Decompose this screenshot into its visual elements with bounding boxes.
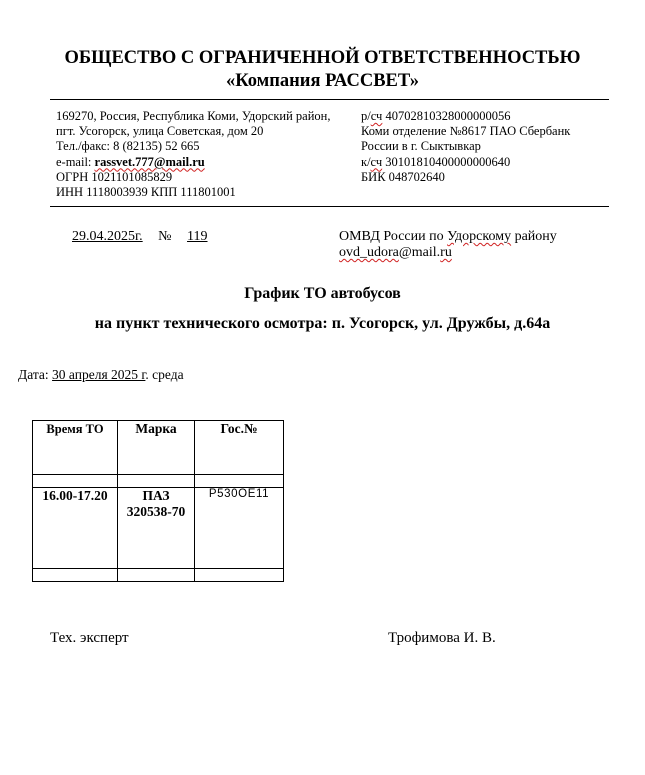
schedule-date-line — [18, 367, 184, 383]
recipient-district: Удорскому — [447, 229, 512, 244]
recipient-email-user: ovd_udora — [339, 245, 399, 260]
top-divider — [50, 99, 609, 100]
email-link[interactable]: rassvet.777@mail.ru — [94, 154, 205, 169]
org-name-line2: «Компания РАССВЕТ» — [226, 71, 419, 91]
cell-model-line2: 320538-70 — [126, 504, 186, 519]
empty-cell — [33, 569, 118, 582]
bank-branch-line: Коми отделение №8617 ПАО Сбербанк — [361, 124, 571, 139]
table-row — [33, 488, 284, 569]
signature-name: Трофимова И. В. — [388, 630, 496, 646]
cell-model — [118, 488, 195, 569]
cell-time: 16.00-17.20 — [33, 488, 118, 569]
empty-cell — [195, 569, 284, 582]
requisites-right — [361, 109, 570, 185]
requisites-left — [56, 109, 330, 200]
recipient-block — [339, 229, 557, 261]
ogrn-line: ОГРН 1021101085829 — [56, 169, 173, 184]
document-heading-line1: График ТО автобусов — [244, 285, 401, 302]
cell-model-line1: ПАЗ — [142, 488, 170, 503]
cell-plate: Р530ОЕ11 — [195, 488, 284, 569]
header-plate: Гос.№ — [195, 421, 284, 475]
recipient-email-domain: @mail. — [398, 245, 441, 260]
schedule-weekday: . среда — [145, 367, 184, 382]
ks-number: 30101810400000000640 — [382, 154, 511, 169]
ks-abbr: сч — [370, 154, 383, 169]
recipient-name — [339, 229, 557, 245]
letter-number: 119 — [187, 229, 208, 244]
settlement-account-line — [361, 109, 570, 124]
org-name-line1: ОБЩЕСТВО С ОГРАНИЧЕННОЙ ОТВЕТСТВЕННОСТЬЮ — [64, 48, 581, 68]
recipient-email[interactable] — [339, 245, 557, 261]
rs-prefix: р/ — [361, 109, 371, 123]
ks-prefix: к/ — [361, 154, 371, 169]
email-line — [56, 155, 330, 170]
spacer-cell — [33, 475, 118, 488]
rs-abbr: сч — [370, 109, 383, 123]
empty-cell — [118, 569, 195, 582]
schedule-date: 30 апреля 2025 г — [52, 367, 146, 382]
signature-role: Тех. эксперт — [50, 630, 129, 646]
phone-line: Тел./факс: 8 (82135) 52 665 — [56, 139, 200, 154]
header-time — [33, 421, 118, 475]
recipient-org: ОМВД России по — [339, 229, 448, 244]
letter-number-label: № — [158, 229, 172, 244]
inn-kpp-line: ИНН 1118003939 КПП 111801001 — [56, 185, 236, 200]
letter-date: 29.04.2025г. — [72, 229, 143, 244]
recipient-suffix: району — [511, 229, 557, 244]
spacer-cell — [195, 475, 284, 488]
table-empty-row — [33, 569, 284, 582]
address-line2: пгт. Усогорск, улица Советская, дом 20 — [56, 124, 264, 139]
header-model: Марка — [118, 421, 195, 475]
email-label: e-mail: — [56, 154, 95, 169]
bottom-divider — [50, 206, 609, 207]
address-line1: 169270, Россия, Республика Коми, Удорский район, — [56, 109, 331, 123]
document-heading-line2: на пункт технического осмотра: п. Усогорск, ул. Дружбы, д.64а — [94, 315, 551, 332]
spacer-cell — [118, 475, 195, 488]
letter-date-number — [62, 229, 222, 245]
header-time-label: Время ТО — [46, 422, 104, 436]
table-header-row — [33, 421, 284, 475]
recipient-email-tld: ru — [440, 245, 452, 260]
bik-line: БИК 048702640 — [361, 169, 445, 184]
schedule-date-label: Дата: — [18, 367, 53, 382]
rs-number: 40702810328000000056 — [382, 109, 511, 123]
correspondent-account-line — [361, 155, 570, 170]
schedule-table — [32, 420, 284, 582]
table-spacer-row — [33, 475, 284, 488]
bank-city-line: России в г. Сыктывкар — [361, 139, 481, 154]
